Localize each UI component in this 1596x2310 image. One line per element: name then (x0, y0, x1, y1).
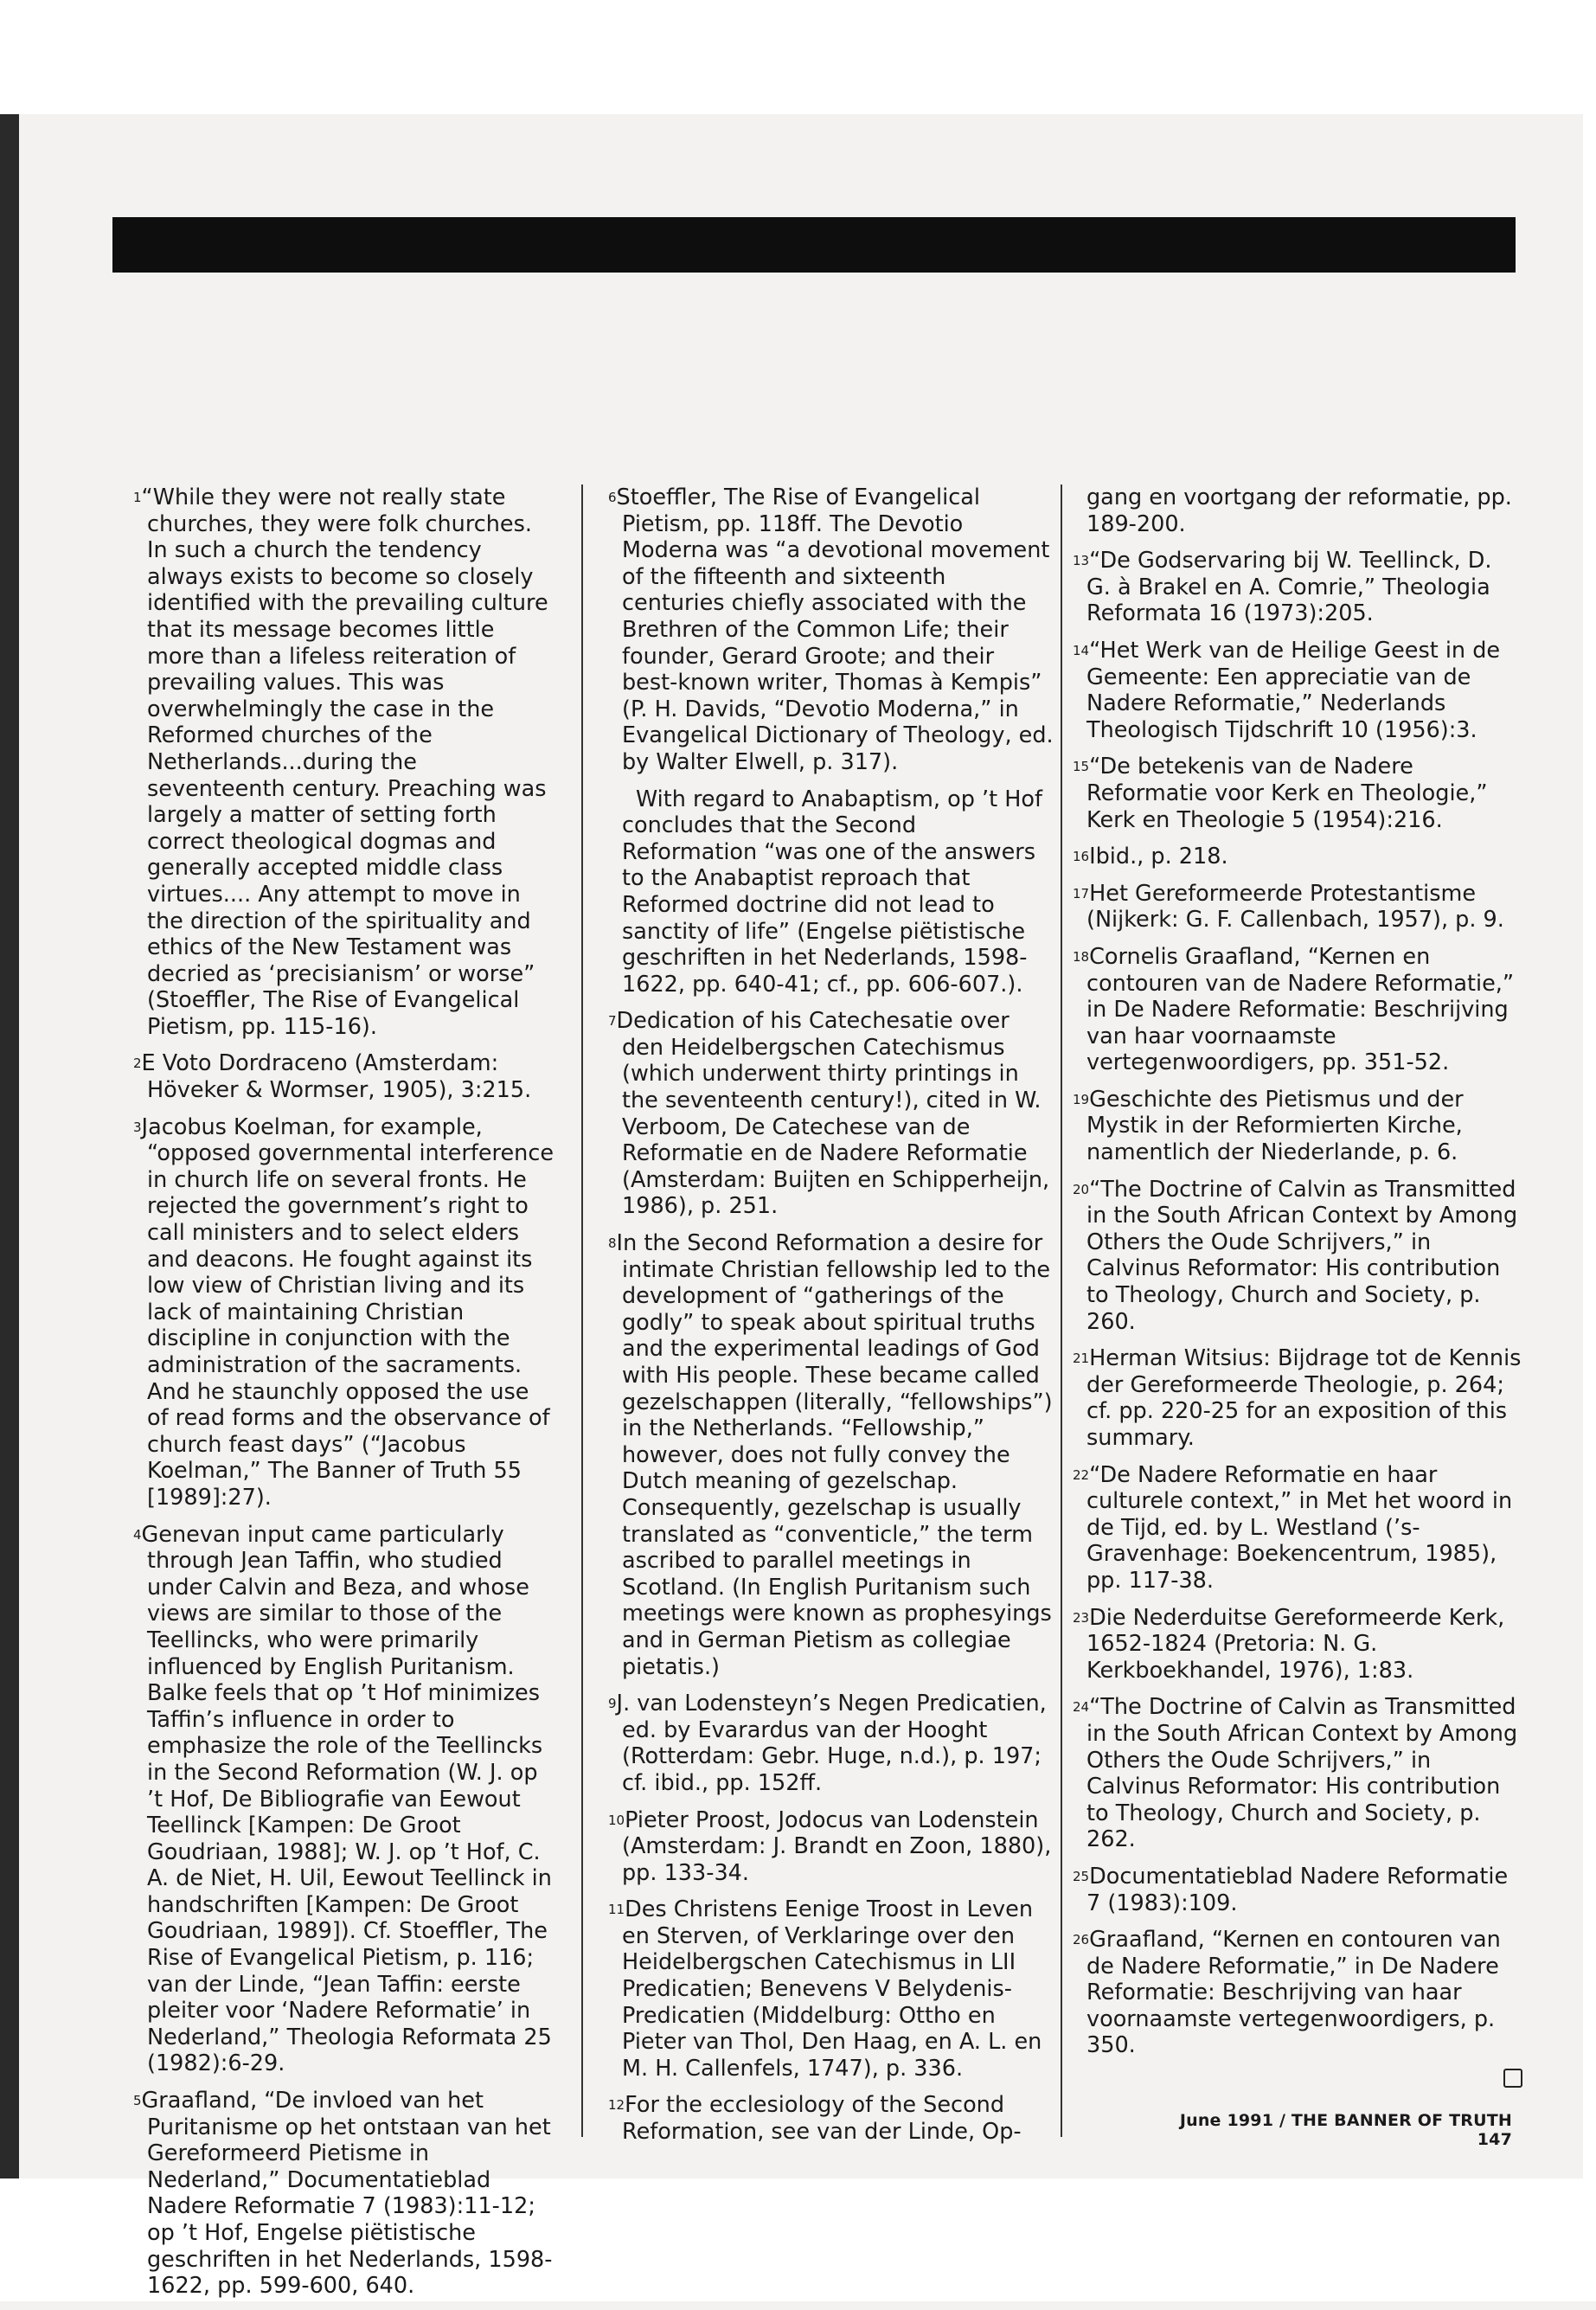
page-footer: June 1991 / THE BANNER OF TRUTH 147 (1179, 2111, 1512, 2149)
footnote-7: $^7$Dedication of his Catechesatie over den Heidelbergschen Catechismus (which underwent thirty printings in the seventeenth century!), cited in W. Verboom, De Catechese van de Reformatie en de Nadere Reformatie (Amsterdam: Buijten en Schipperheijn, 1986), p. 251. (608, 1008, 1050, 1220)
footnote-column-1 (133, 484, 557, 2310)
footnote-8: $^8$In the Second Reformation a desire for intimate Christian fellowship led to the development of “gatherings of the godly” to speak about spiritual truths and the experimental leadings of God with His people. These became called gezelschappen (literally, “fellowships”) in the Netherlands. “Fellowship,” however, does not fully convey the Dutch meaning of gezelschap. Consequently, gezelschap is usually translated as “conventicle,” the term ascribed to parallel meetings in Scotland. (In English Puritanism such meetings were known as prophesyings and in German Pietism as collegiae pietatis.) (608, 1230, 1053, 1680)
footnote-12-continued: gang en voortgang der reformatie, pp. 189-200. (1086, 484, 1512, 537)
end-square-icon (1503, 2069, 1522, 2088)
footnote-17: $^{17}$Het Gereformeerde Protestantisme (Nijkerk: G. F. Callenbach, 1957), p. 9. (1073, 880, 1504, 934)
end-of-article-mark (1073, 2066, 1522, 2093)
footnote-column-3 (1073, 484, 1522, 2093)
footnote-23: $^{23}$Die Nederduitse Gereformeerde Kerk, 1652-1824 (Pretoria: N. G. Kerkboekhandel, 1976), 1:83. (1073, 1604, 1505, 1684)
scan-margin-top (0, 0, 1596, 114)
footnote-15: $^{15}$“De betekenis van de Nadere Reformatie voor Kerk en Theologie,” Kerk en Theologie 5 (1954):216. (1073, 754, 1488, 833)
footnote-16: $^{16}$Ibid., p. 218. (1073, 844, 1228, 870)
column-rule (581, 484, 583, 2137)
footnote-26: $^{26}$Graafland, “Kernen en contouren van de Nadere Reformatie,” in De Nadere Reformatie: Beschrijving van haar voornaamste vertegenwoordigers, p. 350. (1073, 1927, 1501, 2059)
footnote-21: $^{21}$Herman Witsius: Bijdrage tot de Kennis der Gereformeerde Theologie, p. 264; cf. pp. 220-25 for an exposition of this summary. (1073, 1345, 1522, 1451)
footnote-1: $^1$“While they were not really state churches, they were folk churches. In such a church the tendency always exists to become so closely identified with the prevailing culture that its message becomes little more than a lifeless reiteration of prevailing values. This was overwhelmingly the case in the Reformed churches of the Netherlands...during the seventeenth century. Preaching was largely a matter of setting forth correct theological dogmas and generally accepted middle class virtues.... Any attempt to move in the direction of the spirituality and ethics of the New Testament was decried as ‘precisianism’ or worse” (Stoeffler, The Rise of Evangelical Pietism, pp. 115-16). (133, 484, 548, 1040)
footnote-24: $^{24}$“The Doctrine of Calvin as Transmitted in the South African Context by Among Others the Oude Schrijvers,” in Calvinus Reformator: His contribution to Theology, Church and Society, p. 262. (1073, 1694, 1518, 1853)
scan-edge-left (0, 114, 19, 2178)
footnote-2: $^2$E Voto Dordraceno (Amsterdam: Höveker & Wormser, 1905), 3:215. (133, 1050, 532, 1104)
footnote-9: $^9$J. van Lodensteyn’s Negen Predicatien, ed. by Evarardus van der Hooght (Rotterdam: Gebr. Huge, n.d.), p. 197; cf. ibid., pp. 152ff. (608, 1691, 1047, 1796)
header-bar (112, 217, 1516, 273)
footnote-5: $^5$Graafland, “De invloed van het Puritanisme op het ontstaan van het Gereformeerd Pietisme in Nederland,” Documentatieblad Nadere Reformatie 7 (1983):11-12; op ’t Hof, Engelse piëtistische geschriften in het Nederlands, 1598-1622, pp. 599-600, 640. (133, 2088, 553, 2300)
scan-margin-right (1583, 114, 1596, 2178)
footnote-20: $^{20}$“The Doctrine of Calvin as Transmitted in the South African Context by Among Others the Oude Schrijvers,” in Calvinus Reformator: His contribution to Theology, Church and Society, p. 260. (1073, 1176, 1518, 1335)
footnote-13: $^{13}$“De Godservaring bij W. Teellinck, D. G. à Brakel en A. Comrie,” Theologia Reformata 16 (1973):205. (1073, 548, 1492, 627)
footnote-3: $^3$Jacobus Koelman, for example, “opposed governmental interference in church life on several fronts. He rejected the government’s right to call ministers and to select elders and deacons. He fought against its low view of Christian living and its lack of maintaining Christian discipline in conjunction with the administration of the sacraments. And he staunchly opposed the use of read forms and the observance of church feast days” (“Jacobus Koelman,” The Banner of Truth 55 [1989]:27). (133, 1113, 554, 1511)
column-rule (1061, 484, 1062, 2137)
footnote-column-2 (608, 484, 1054, 2156)
footnote-12: $^{12}$For the ecclesiology of the Second Reformation, see van der Linde, Op- (608, 2092, 1022, 2146)
footnote-14: $^{14}$“Het Werk van de Heilige Geest in de Gemeente: Een appreciatie van de Nadere Reformatie,” Nederlands Theologisch Tijdschrift 10 (1956):3. (1073, 637, 1501, 743)
footnote-18: $^{18}$Cornelis Graafland, “Kernen en contouren van de Nadere Reformatie,” in De Nadere Reformatie: Beschrijving van haar voornaamste vertegenwoordigers, pp. 351-52. (1073, 943, 1515, 1076)
footnote-6-paragraph: With regard to Anabaptism, op ’t Hof concludes that the Second Reformation “was one of the answers to the Anabaptist reproach that Reformed doctrine did not lead to sanctity of life” (Engelse piëtistische geschriften in het Nederlands, 1598-1622, pp. 640-41; cf., pp. 606-607.). (622, 786, 1042, 998)
footnote-11: $^{11}$Des Christens Eenige Troost in Leven en Sterven, of Verklaringe over den Heidelbergschen Catechismus in LII Predicatien; Benevens V Belydenis-Predicatien (Middelburg: Ottho en Pieter van Thol, Den Haag, en A. L. en M. H. Callenfels, 1747), p. 336. (608, 1896, 1042, 2082)
footnote-22: $^{22}$“De Nadere Reformatie en haar culturele context,” in Met het woord in de Tijd, ed. by L. Westland (’s-Gravenhage: Boekencentrum, 1985), pp. 117-38. (1073, 1461, 1513, 1594)
footnote-19: $^{19}$Geschichte des Pietismus und der Mystik in der Reformierten Kirche, namentlich der Niederlande, p. 6. (1073, 1086, 1464, 1166)
footnote-6: $^6$Stoeffler, The Rise of Evangelical Pietism, pp. 118ff. The Devotio Moderna was “a devotional movement of the fifteenth and sixteenth centuries chiefly associated with the Brethren of the Common Life; their founder, Gerard Groote; and their best-known writer, Thomas à Kempis” (P. H. Davids, “Devotio Moderna,” in Evangelical Dictionary of Theology, ed. by Walter Elwell, p. 317). (608, 484, 1054, 775)
footnote-10: $^{10}$Pieter Proost, Jodocus van Lodenstein (Amsterdam: J. Brandt en Zoon, 1880), pp. 133-34. (608, 1806, 1052, 1886)
footnote-4: $^4$Genevan input came particularly through Jean Taffin, who studied under Calvin and Beza, and whose views are similar to those of the Teellincks, who were primarily influenced by English Puritanism. Balke feels that op ’t Hof minimizes Taffin’s influence in order to emphasize the role of the Teellincks in the Second Reformation (W. J. op ’t Hof, De Bibliografie van Eewout Teellinck [Kampen: De Groot Goudriaan, 1988]; W. J. op ’t Hof, C. A. de Niet, H. Uil, Eewout Teellinck in handschriften [Kampen: De Groot Goudriaan, 1989]). Cf. Stoeffler, The Rise of Evangelical Pietism, p. 116; van der Linde, “Jean Taffin: eerste pleiter voor ‘Nadere Reformatie’ in Nederland,” Theologia Reformata 25 (1982):6-29. (133, 1521, 552, 2077)
footnote-25: $^{25}$Documentatieblad Nadere Reformatie 7 (1983):109. (1073, 1863, 1509, 1916)
